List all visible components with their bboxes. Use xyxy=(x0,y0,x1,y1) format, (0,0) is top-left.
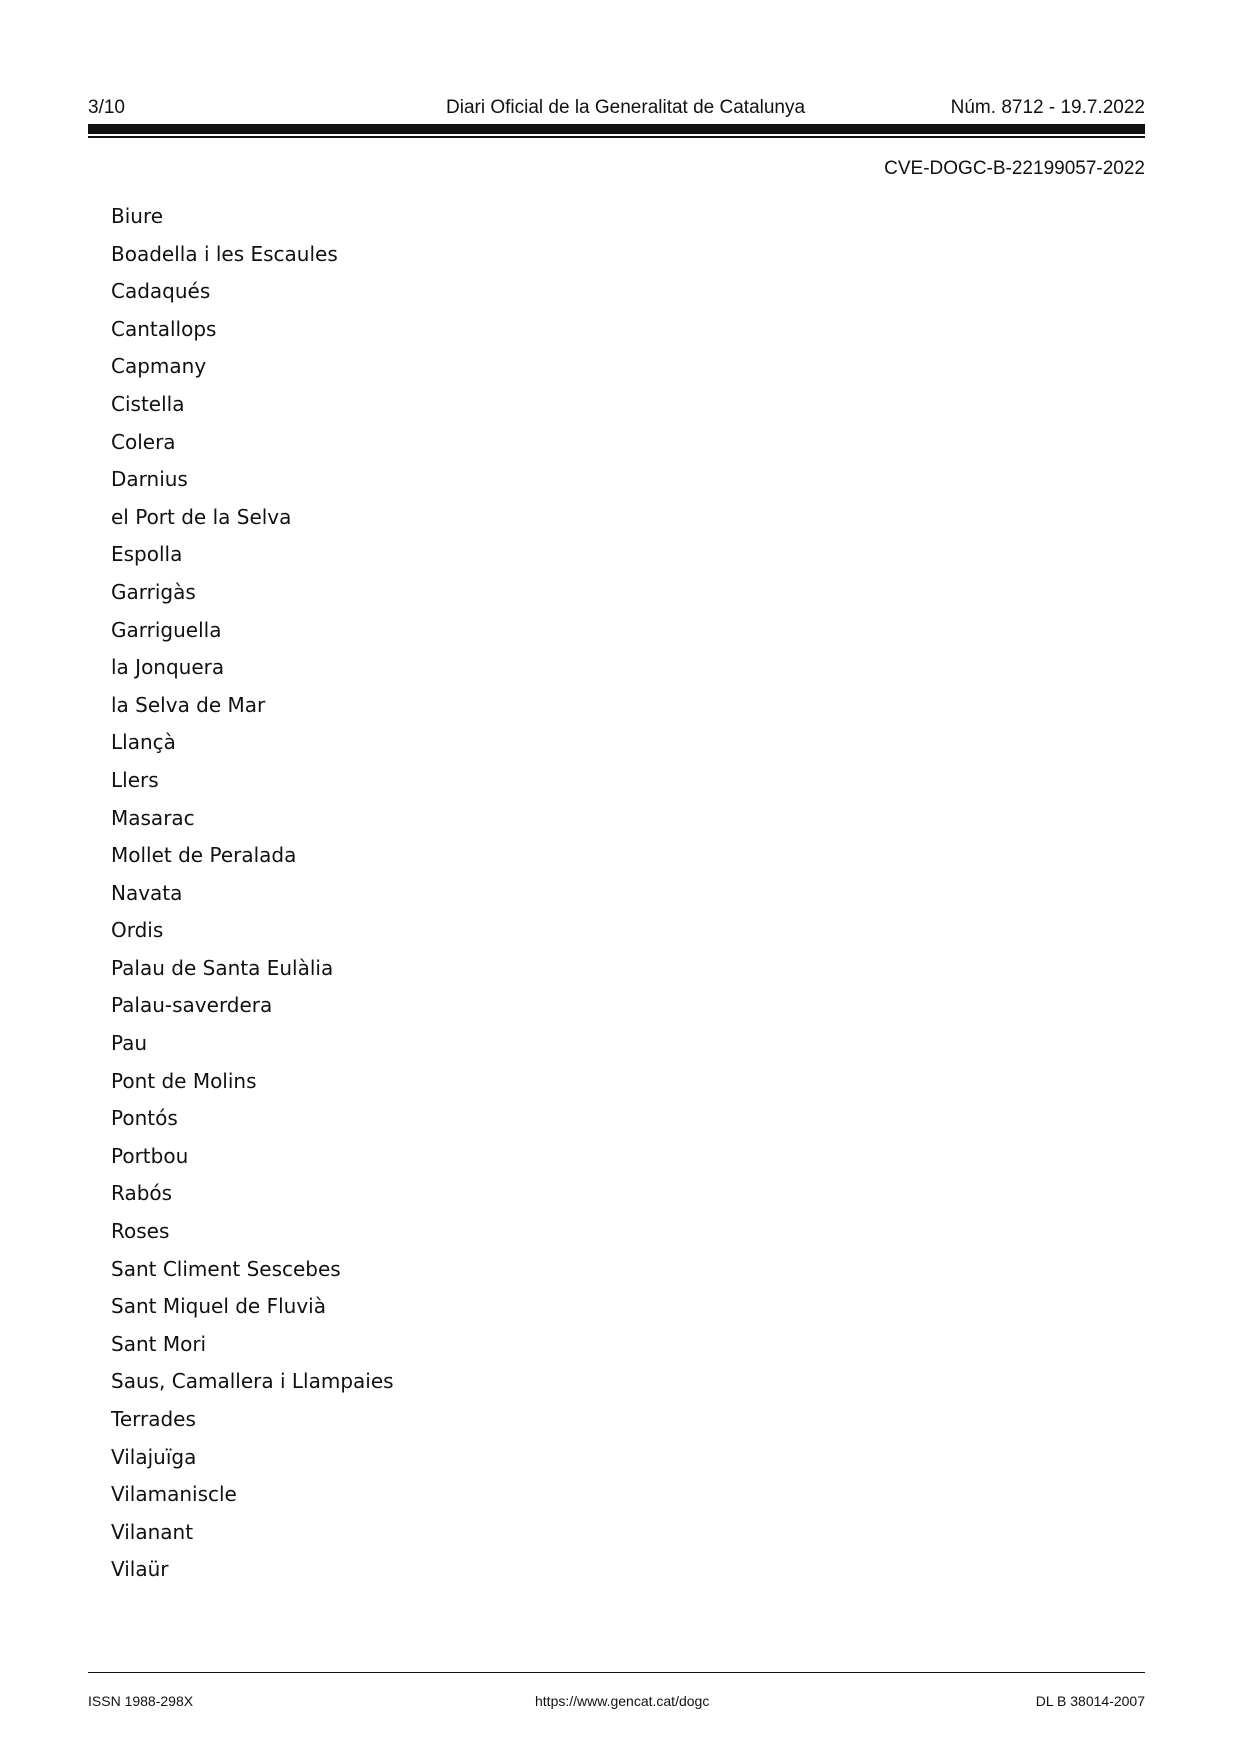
municipality-item: Colera xyxy=(111,429,176,454)
municipality-item: Capmany xyxy=(111,354,207,379)
municipality-item: Sant Climent Sescebes xyxy=(111,1256,341,1281)
municipality-item: Vilaür xyxy=(111,1557,169,1582)
municipality-item: Garrigàs xyxy=(111,579,196,604)
municipality-item: Masarac xyxy=(111,805,195,830)
municipality-item: Ordis xyxy=(111,918,164,943)
footer-url[interactable]: https://www.gencat.cat/dogc xyxy=(535,1693,710,1709)
municipality-item: Vilanant xyxy=(111,1519,194,1544)
municipality-item: Palau de Santa Eulàlia xyxy=(111,955,334,980)
municipality-item: Cistella xyxy=(111,391,185,416)
page-number: 3/10 xyxy=(88,97,125,118)
municipality-item: Pont de Molins xyxy=(111,1068,257,1093)
municipality-item: Roses xyxy=(111,1219,170,1244)
municipality-item: Portbou xyxy=(111,1143,189,1168)
municipality-item: Llers xyxy=(111,767,159,792)
municipality-item: Rabós xyxy=(111,1181,173,1206)
municipality-item: Saus, Camallera i Llampaies xyxy=(111,1369,394,1394)
legal-deposit: DL B 38014-2007 xyxy=(1035,1693,1145,1709)
header-rule-thin xyxy=(88,136,1145,138)
municipality-item: Cantallops xyxy=(111,316,217,341)
municipality-item: Sant Mori xyxy=(111,1331,207,1356)
municipality-item: Espolla xyxy=(111,542,183,567)
municipality-item: la Selva de Mar xyxy=(111,692,266,717)
cve-code: CVE-DOGC-B-22199057-2022 xyxy=(884,158,1145,179)
footer-rule xyxy=(88,1672,1145,1673)
municipality-item: Palau-saverdera xyxy=(111,993,273,1018)
municipality-item: Mollet de Peralada xyxy=(111,843,297,868)
municipality-item: Sant Miquel de Fluvià xyxy=(111,1294,326,1319)
municipality-item: Pontós xyxy=(111,1106,178,1131)
municipality-item: el Port de la Selva xyxy=(111,504,292,529)
municipality-list xyxy=(111,202,394,1593)
municipality-item: Darnius xyxy=(111,467,188,492)
municipality-item: Llançà xyxy=(111,730,176,755)
journal-title: Diari Oficial de la Generalitat de Catalunya xyxy=(446,97,806,118)
municipality-item: Cadaqués xyxy=(111,279,211,304)
issue-number-date: Núm. 8712 - 19.7.2022 xyxy=(950,97,1145,118)
municipality-item: Navata xyxy=(111,880,183,905)
municipality-item: Biure xyxy=(111,204,164,228)
municipality-item: Pau xyxy=(111,1031,148,1056)
municipality-item: Vilamaniscle xyxy=(111,1482,237,1507)
municipality-item: Terrades xyxy=(111,1407,196,1431)
municipality-item: Vilajuïga xyxy=(111,1444,197,1469)
header-rule-thick xyxy=(88,124,1145,134)
municipality-item: Garriguella xyxy=(111,617,222,642)
municipality-item: Boadella i les Escaules xyxy=(111,241,338,266)
issn: ISSN 1988-298X xyxy=(88,1693,194,1709)
municipality-item: la Jonquera xyxy=(111,655,225,680)
